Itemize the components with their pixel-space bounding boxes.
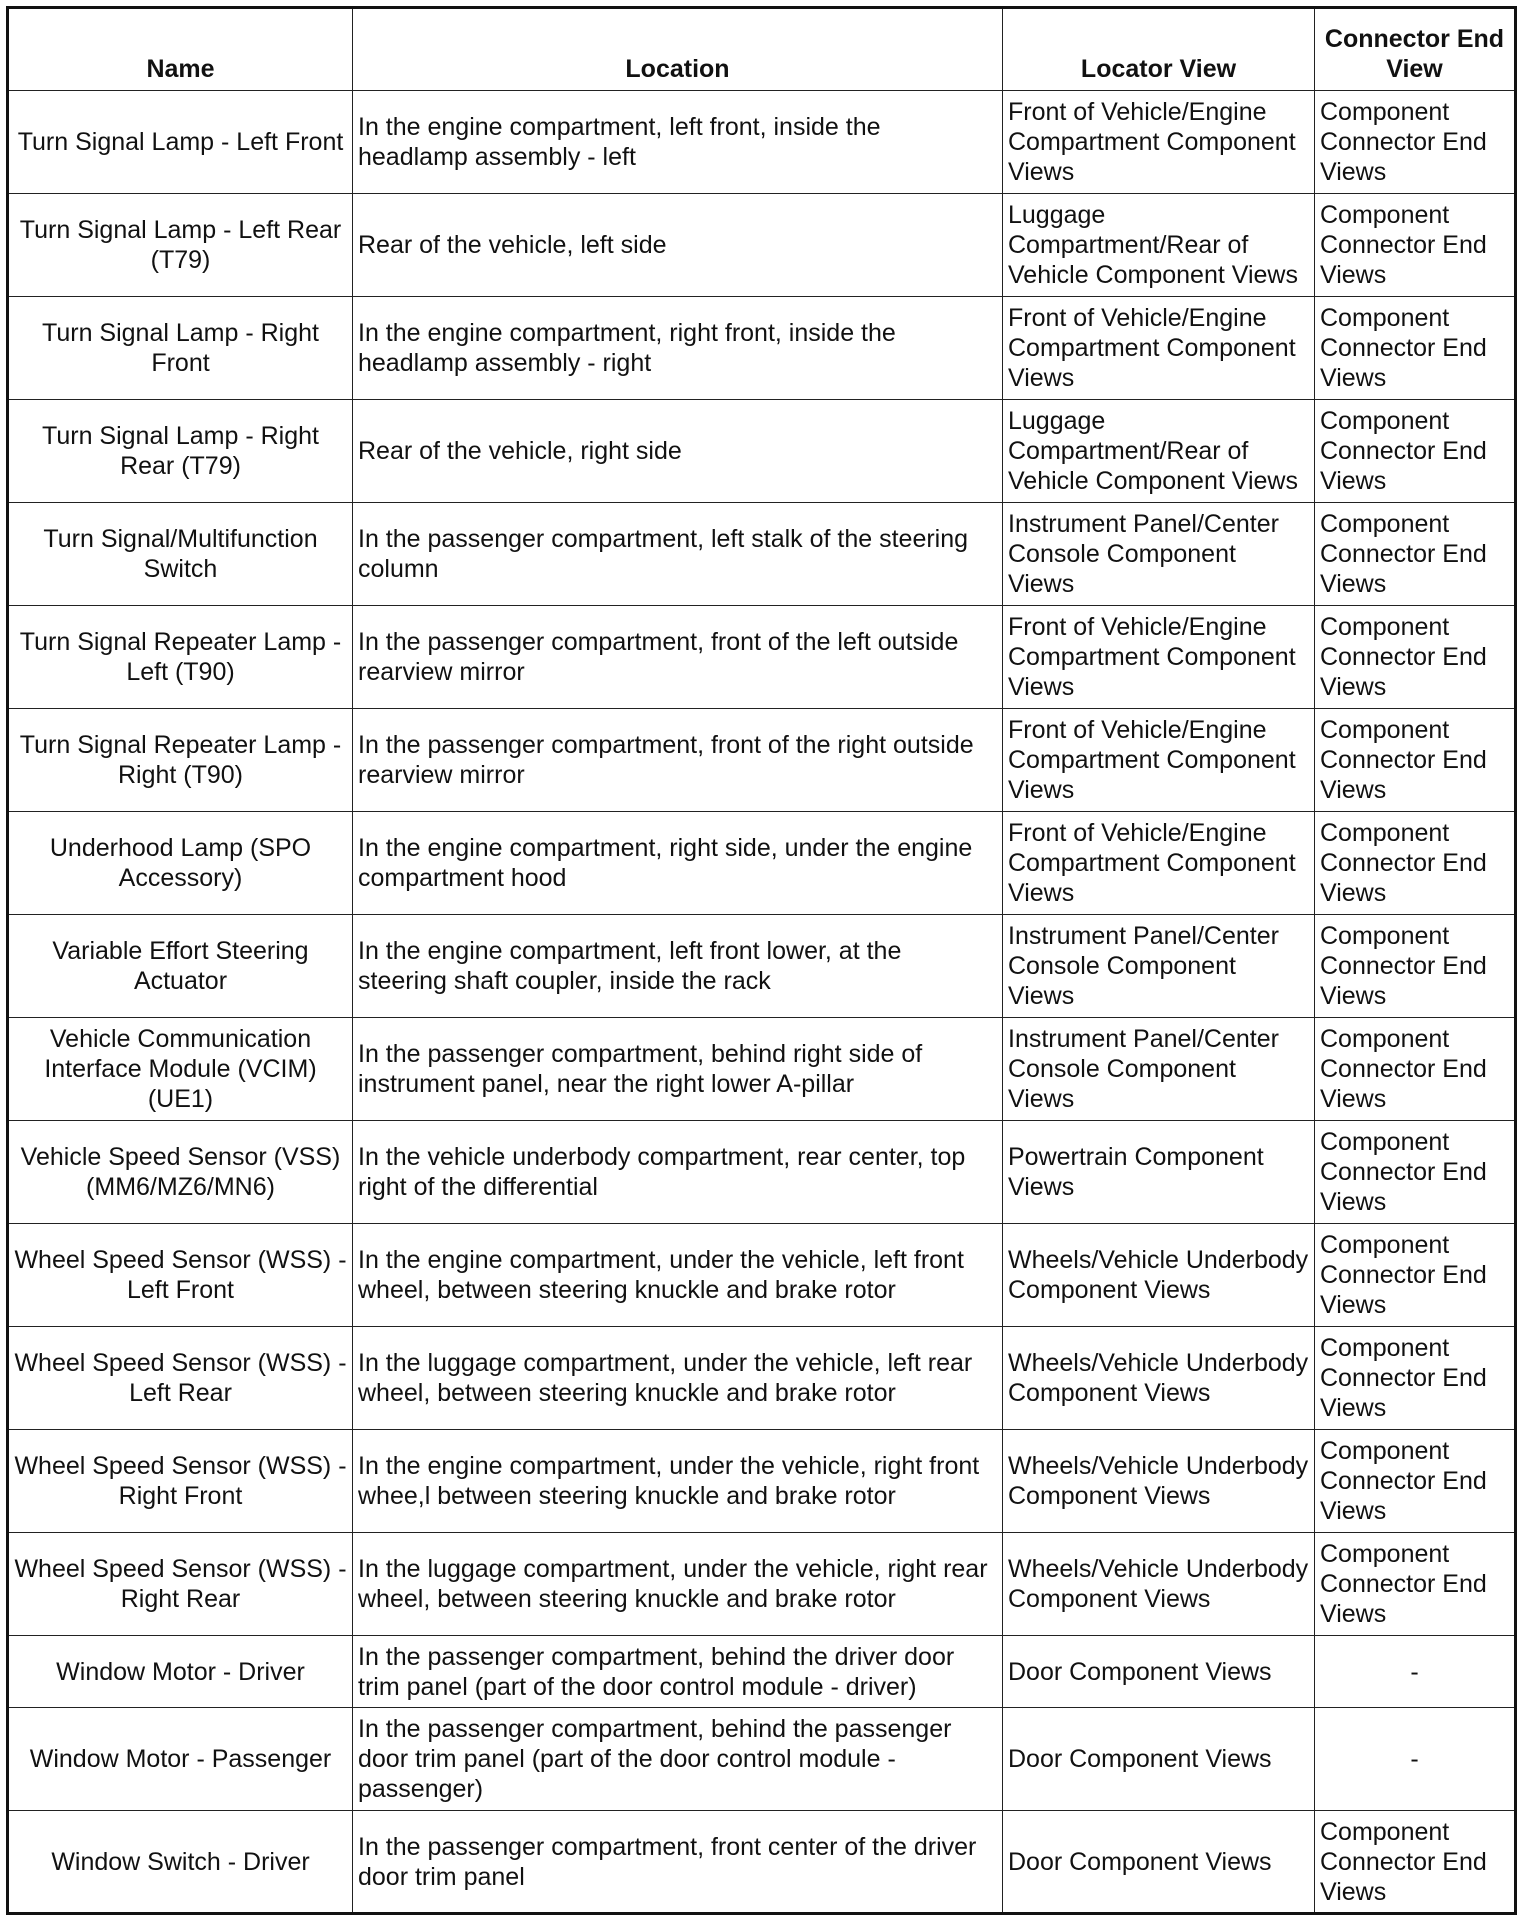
cell-connector-end-view: Component Connector End Views [1315, 1811, 1516, 1914]
cell-locator-view: Front of Vehicle/Engine Compartment Component Views [1003, 91, 1315, 194]
cell-location: Rear of the vehicle, right side [353, 400, 1003, 503]
cell-location: In the engine compartment, under the vehicle, left front wheel, between steering knuckle and brake rotor [353, 1224, 1003, 1327]
cell-name: Turn Signal Repeater Lamp - Left (T90) [8, 606, 353, 709]
table-row [8, 1224, 1516, 1327]
cell-name: Underhood Lamp (SPO Accessory) [8, 812, 353, 915]
cell-connector-end-view: Component Connector End Views [1315, 400, 1516, 503]
cell-location: In the engine compartment, under the vehicle, right front whee,l between steering knuckle and brake rotor [353, 1430, 1003, 1533]
cell-name: Variable Effort Steering Actuator [8, 915, 353, 1018]
cell-location: In the luggage compartment, under the vehicle, right rear wheel, between steering knuckle and brake rotor [353, 1533, 1003, 1636]
cell-locator-view: Luggage Compartment/Rear of Vehicle Component Views [1003, 400, 1315, 503]
cell-name: Wheel Speed Sensor (WSS) - Left Rear [8, 1327, 353, 1430]
table-row [8, 1327, 1516, 1430]
table-row [8, 400, 1516, 503]
cell-connector-end-view: Component Connector End Views [1315, 1327, 1516, 1430]
cell-location: In the passenger compartment, front of the left outside rearview mirror [353, 606, 1003, 709]
cell-name: Window Motor - Passenger [8, 1708, 353, 1811]
table-row [8, 1811, 1516, 1914]
cell-location: Rear of the vehicle, left side [353, 194, 1003, 297]
header-name: Name [8, 8, 353, 91]
cell-name: Turn Signal Lamp - Right Rear (T79) [8, 400, 353, 503]
cell-connector-end-view: Component Connector End Views [1315, 1533, 1516, 1636]
table-row [8, 1121, 1516, 1224]
component-locator-table-container [6, 6, 1514, 1915]
cell-location: In the passenger compartment, behind right side of instrument panel, near the right lower A-pillar [353, 1018, 1003, 1121]
table-row [8, 709, 1516, 812]
cell-location: In the engine compartment, right front, inside the headlamp assembly - right [353, 297, 1003, 400]
table-row [8, 915, 1516, 1018]
cell-connector-end-view: Component Connector End Views [1315, 915, 1516, 1018]
cell-connector-end-view: - [1315, 1708, 1516, 1811]
table-row [8, 91, 1516, 194]
cell-location: In the luggage compartment, under the vehicle, left rear wheel, between steering knuckle and brake rotor [353, 1327, 1003, 1430]
cell-location: In the passenger compartment, front of the right outside rearview mirror [353, 709, 1003, 812]
cell-locator-view: Front of Vehicle/Engine Compartment Component Views [1003, 709, 1315, 812]
cell-name: Turn Signal Lamp - Right Front [8, 297, 353, 400]
cell-connector-end-view: - [1315, 1636, 1516, 1708]
table-row [8, 1018, 1516, 1121]
cell-locator-view: Door Component Views [1003, 1636, 1315, 1708]
table-row [8, 1533, 1516, 1636]
cell-name: Vehicle Speed Sensor (VSS) (MM6/MZ6/MN6) [8, 1121, 353, 1224]
cell-location: In the passenger compartment, front center of the driver door trim panel [353, 1811, 1003, 1914]
cell-locator-view: Instrument Panel/Center Console Component Views [1003, 503, 1315, 606]
table-row [8, 1708, 1516, 1811]
cell-locator-view: Luggage Compartment/Rear of Vehicle Component Views [1003, 194, 1315, 297]
table-row [8, 194, 1516, 297]
cell-connector-end-view: Component Connector End Views [1315, 91, 1516, 194]
cell-connector-end-view: Component Connector End Views [1315, 1430, 1516, 1533]
cell-name: Turn Signal Repeater Lamp - Right (T90) [8, 709, 353, 812]
cell-location: In the engine compartment, left front, inside the headlamp assembly - left [353, 91, 1003, 194]
cell-locator-view: Front of Vehicle/Engine Compartment Component Views [1003, 297, 1315, 400]
cell-location: In the passenger compartment, left stalk of the steering column [353, 503, 1003, 606]
cell-locator-view: Front of Vehicle/Engine Compartment Component Views [1003, 812, 1315, 915]
cell-locator-view: Wheels/Vehicle Underbody Component Views [1003, 1533, 1315, 1636]
cell-location: In the engine compartment, right side, under the engine compartment hood [353, 812, 1003, 915]
cell-name: Window Switch - Driver [8, 1811, 353, 1914]
cell-connector-end-view: Component Connector End Views [1315, 709, 1516, 812]
table-row [8, 1430, 1516, 1533]
table-header-row [8, 8, 1516, 91]
cell-name: Turn Signal/Multifunction Switch [8, 503, 353, 606]
cell-locator-view: Wheels/Vehicle Underbody Component Views [1003, 1327, 1315, 1430]
table-row [8, 503, 1516, 606]
header-locator-view: Locator View [1003, 8, 1315, 91]
cell-locator-view: Door Component Views [1003, 1811, 1315, 1914]
cell-name: Vehicle Communication Interface Module (VCIM) (UE1) [8, 1018, 353, 1121]
cell-location: In the passenger compartment, behind the driver door trim panel (part of the door control module - driver) [353, 1636, 1003, 1708]
cell-connector-end-view: Component Connector End Views [1315, 1224, 1516, 1327]
table-row [8, 812, 1516, 915]
header-connector-end-view: Connector End View [1315, 8, 1516, 91]
cell-locator-view: Front of Vehicle/Engine Compartment Component Views [1003, 606, 1315, 709]
cell-name: Wheel Speed Sensor (WSS) - Right Rear [8, 1533, 353, 1636]
cell-locator-view: Wheels/Vehicle Underbody Component Views [1003, 1224, 1315, 1327]
cell-connector-end-view: Component Connector End Views [1315, 812, 1516, 915]
cell-connector-end-view: Component Connector End Views [1315, 1018, 1516, 1121]
cell-locator-view: Door Component Views [1003, 1708, 1315, 1811]
table-row [8, 1636, 1516, 1708]
cell-locator-view: Instrument Panel/Center Console Component Views [1003, 915, 1315, 1018]
cell-name: Wheel Speed Sensor (WSS) - Right Front [8, 1430, 353, 1533]
cell-connector-end-view: Component Connector End Views [1315, 194, 1516, 297]
cell-locator-view: Powertrain Component Views [1003, 1121, 1315, 1224]
header-location: Location [353, 8, 1003, 91]
cell-name: Window Motor - Driver [8, 1636, 353, 1708]
table-row [8, 606, 1516, 709]
cell-name: Turn Signal Lamp - Left Rear (T79) [8, 194, 353, 297]
cell-connector-end-view: Component Connector End Views [1315, 1121, 1516, 1224]
table-row [8, 297, 1516, 400]
cell-locator-view: Wheels/Vehicle Underbody Component Views [1003, 1430, 1315, 1533]
cell-name: Wheel Speed Sensor (WSS) - Left Front [8, 1224, 353, 1327]
cell-locator-view: Instrument Panel/Center Console Component Views [1003, 1018, 1315, 1121]
cell-name: Turn Signal Lamp - Left Front [8, 91, 353, 194]
component-locator-table [6, 6, 1517, 1915]
cell-connector-end-view: Component Connector End Views [1315, 297, 1516, 400]
cell-location: In the engine compartment, left front lower, at the steering shaft coupler, inside the rack [353, 915, 1003, 1018]
cell-location: In the vehicle underbody compartment, rear center, top right of the differential [353, 1121, 1003, 1224]
cell-location: In the passenger compartment, behind the passenger door trim panel (part of the door control module - passenger) [353, 1708, 1003, 1811]
cell-connector-end-view: Component Connector End Views [1315, 503, 1516, 606]
cell-connector-end-view: Component Connector End Views [1315, 606, 1516, 709]
